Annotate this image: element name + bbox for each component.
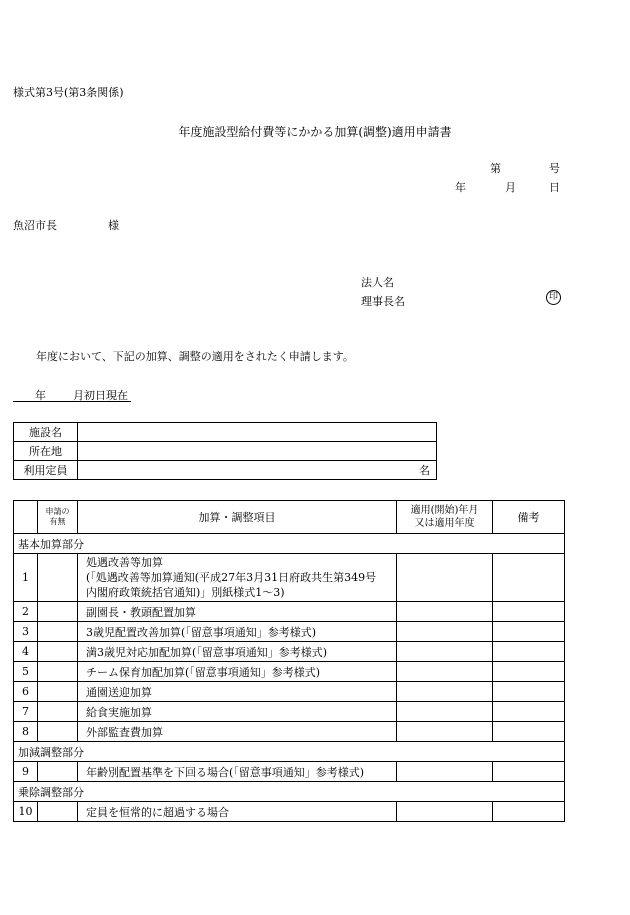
applied-cell[interactable] bbox=[38, 602, 78, 622]
applied-cell[interactable] bbox=[38, 762, 78, 782]
table-row bbox=[14, 622, 565, 642]
applied-cell[interactable] bbox=[38, 702, 78, 722]
item-name bbox=[78, 642, 397, 662]
section-row bbox=[14, 782, 565, 802]
period-cell[interactable] bbox=[397, 602, 493, 622]
document-title: 年度施設型給付費等にかかる加算(調整)適用申請書 bbox=[178, 125, 452, 139]
row-number: 2 bbox=[14, 602, 38, 622]
row-number: 4 bbox=[14, 642, 38, 662]
item-name bbox=[78, 722, 397, 742]
period-cell[interactable] bbox=[397, 702, 493, 722]
row-number: 3 bbox=[14, 622, 38, 642]
header-item: 加算・調整項目 bbox=[78, 501, 397, 534]
table-row bbox=[14, 554, 565, 602]
item-name-line: 定員を恒常的に超過する場合 bbox=[86, 805, 229, 819]
row-number: 9 bbox=[14, 762, 38, 782]
facility-address-field[interactable] bbox=[78, 442, 437, 461]
row-number: 7 bbox=[14, 702, 38, 722]
applied-cell[interactable] bbox=[38, 682, 78, 702]
item-name-line: 3歳児配置改善加算(「留意事項通知」参考様式) bbox=[86, 625, 317, 639]
item-name bbox=[78, 602, 397, 622]
remarks-cell[interactable] bbox=[493, 554, 565, 602]
item-name bbox=[78, 702, 397, 722]
remarks-cell[interactable] bbox=[493, 602, 565, 622]
table-row bbox=[14, 702, 565, 722]
remarks-cell[interactable] bbox=[493, 702, 565, 722]
director-name-label: 理事長名 bbox=[361, 295, 405, 308]
applied-cell[interactable] bbox=[38, 642, 78, 662]
addressee-honorific: 様 bbox=[108, 219, 119, 232]
item-name bbox=[78, 622, 397, 642]
form-number: 様式第3号(第3条関係) bbox=[13, 86, 124, 99]
addressee-name: 魚沼市長 bbox=[13, 219, 57, 232]
row-number: 8 bbox=[14, 722, 38, 742]
applied-cell[interactable] bbox=[38, 622, 78, 642]
item-name-line: 給食実施加算 bbox=[86, 705, 152, 719]
facility-name-row bbox=[14, 423, 437, 442]
seal-icon: 印 bbox=[546, 290, 561, 305]
section-title: 加減調整部分 bbox=[14, 742, 565, 762]
date-year: 年 bbox=[455, 181, 466, 194]
header-period: 適用(開始)年月 又は適用年度 bbox=[397, 501, 493, 534]
facility-address-label: 所在地 bbox=[14, 442, 78, 461]
corporation-name-label: 法人名 bbox=[361, 276, 394, 289]
facility-capacity-field[interactable] bbox=[78, 461, 437, 480]
item-name bbox=[78, 682, 397, 702]
number-go: 号 bbox=[549, 162, 560, 175]
row-number: 5 bbox=[14, 662, 38, 682]
remarks-cell[interactable] bbox=[493, 722, 565, 742]
items-table bbox=[13, 500, 565, 822]
section-title: 基本加算部分 bbox=[14, 534, 565, 554]
header-applied: 申請の 有無 bbox=[38, 501, 78, 534]
applied-cell[interactable] bbox=[38, 722, 78, 742]
header-no bbox=[14, 501, 38, 534]
item-name-line: 通園送迎加算 bbox=[86, 685, 152, 699]
item-name bbox=[78, 662, 397, 682]
items-header-row bbox=[14, 501, 565, 534]
item-name-line: (「処遇改善等加算通知(平成27年3月31日府政共生第349号 bbox=[86, 571, 377, 584]
facility-address-row bbox=[14, 442, 437, 461]
table-row bbox=[14, 762, 565, 782]
period-cell[interactable] bbox=[397, 622, 493, 642]
number-dai: 第 bbox=[490, 162, 501, 175]
item-name-line: チーム保育加配加算(「留意事項通知」参考様式) bbox=[86, 665, 321, 679]
remarks-cell[interactable] bbox=[493, 762, 565, 782]
item-name-line: 内閣府政策統括官通知)」別紙様式1～3) bbox=[86, 586, 285, 599]
table-row bbox=[14, 682, 565, 702]
section-row bbox=[14, 742, 565, 762]
row-number: 10 bbox=[14, 802, 38, 822]
table-row bbox=[14, 722, 565, 742]
remarks-cell[interactable] bbox=[493, 682, 565, 702]
period-cell[interactable] bbox=[397, 682, 493, 702]
table-row bbox=[14, 802, 565, 822]
facility-table bbox=[13, 422, 437, 480]
section-row bbox=[14, 534, 565, 554]
item-name-line: 外部監査費加算 bbox=[86, 725, 163, 739]
remarks-cell[interactable] bbox=[493, 662, 565, 682]
item-name-line: 処遇改善等加算 bbox=[86, 556, 163, 569]
item-name-line: 副園長・教頭配置加算 bbox=[86, 605, 196, 619]
remarks-cell[interactable] bbox=[493, 802, 565, 822]
period-cell[interactable] bbox=[397, 662, 493, 682]
item-name-line: 年齢別配置基準を下回る場合(「留意事項通知」参考様式) bbox=[86, 765, 365, 779]
applied-cell[interactable] bbox=[38, 802, 78, 822]
period-cell[interactable] bbox=[397, 642, 493, 662]
table-row bbox=[14, 602, 565, 622]
row-number: 6 bbox=[14, 682, 38, 702]
facility-name-field[interactable] bbox=[78, 423, 437, 442]
capacity-unit: 名 bbox=[419, 464, 430, 477]
as-of-date-line bbox=[13, 387, 131, 402]
facility-name-label: 施設名 bbox=[14, 423, 78, 442]
item-name-line: 満3歳児対応加配加算(「留意事項通知」参考様式) bbox=[86, 645, 328, 659]
facility-capacity-row bbox=[14, 461, 437, 480]
item-name bbox=[78, 762, 397, 782]
applied-cell[interactable] bbox=[38, 554, 78, 602]
applied-cell[interactable] bbox=[38, 662, 78, 682]
table-row bbox=[14, 662, 565, 682]
item-name bbox=[78, 802, 397, 822]
facility-capacity-label: 利用定員 bbox=[14, 461, 78, 480]
section-title: 乗除調整部分 bbox=[14, 782, 565, 802]
remarks-cell[interactable] bbox=[493, 642, 565, 662]
date-month: 月 bbox=[505, 181, 516, 194]
application-statement: 年度において、下記の加算、調整の適用をされたく申請します。 bbox=[36, 350, 354, 363]
period-cell[interactable] bbox=[397, 722, 493, 742]
header-remarks: 備考 bbox=[493, 501, 565, 534]
period-cell[interactable] bbox=[397, 802, 493, 822]
as-of-month-rest: 月初日現在 bbox=[73, 389, 128, 402]
row-number: 1 bbox=[14, 554, 38, 602]
date-day: 日 bbox=[549, 181, 560, 194]
table-row bbox=[14, 642, 565, 662]
item-name bbox=[78, 554, 397, 602]
period-cell[interactable] bbox=[397, 762, 493, 782]
period-cell[interactable] bbox=[397, 554, 493, 602]
as-of-year: 年 bbox=[35, 389, 46, 402]
remarks-cell[interactable] bbox=[493, 622, 565, 642]
